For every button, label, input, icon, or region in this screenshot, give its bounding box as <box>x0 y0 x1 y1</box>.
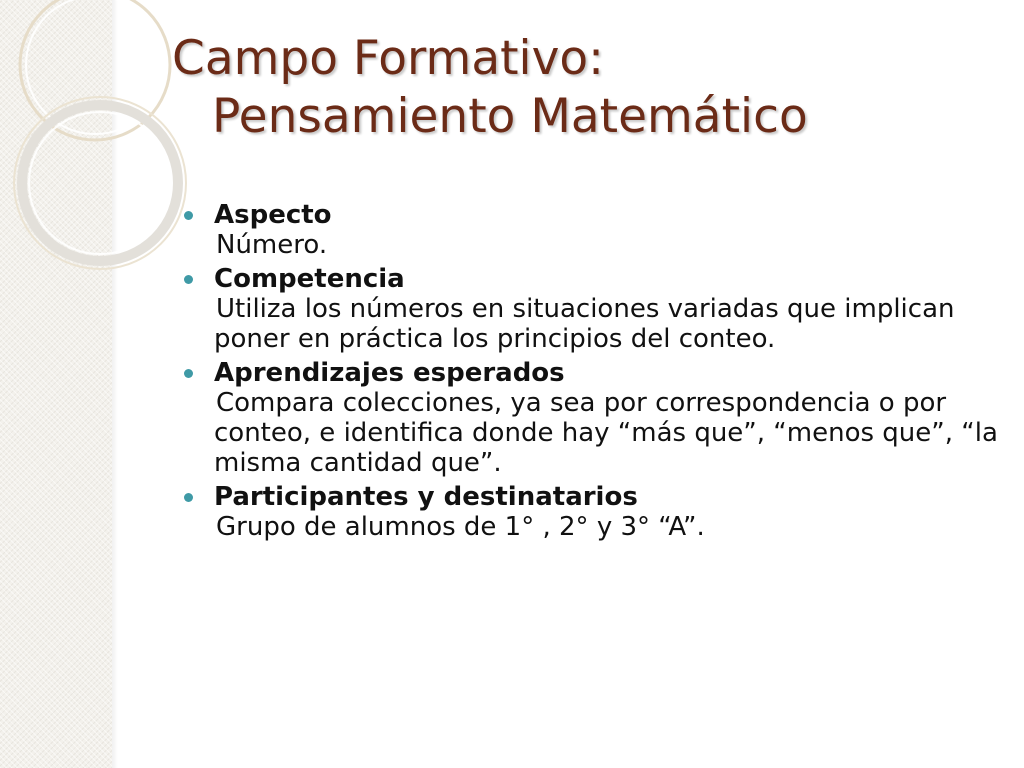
item-text: Compara colecciones, ya sea por correspondencia o por conteo, e identifica donde hay “más que”, “menos que”, “la misma cantidad que”. <box>214 388 998 478</box>
list-item-participantes <box>182 482 1002 542</box>
bullet-list <box>182 200 1002 546</box>
item-heading: Aspecto <box>214 200 332 230</box>
item-heading: Participantes y destinatarios <box>214 482 638 512</box>
item-heading: Aprendizajes esperados <box>214 358 565 388</box>
decorative-rings <box>0 0 200 300</box>
list-item-competencia <box>182 264 1002 354</box>
bullet-icon <box>184 493 193 502</box>
slide-title <box>172 30 992 146</box>
bullet-icon <box>184 275 193 284</box>
item-text: Utiliza los números en situaciones variadas que implican poner en práctica los principios del conteo. <box>214 294 955 354</box>
list-item-aspecto <box>182 200 1002 260</box>
title-line-1: Campo Formativo: <box>172 31 605 86</box>
item-text: Grupo de alumnos de 1° , 2° y 3° “A”. <box>216 512 705 542</box>
item-heading: Competencia <box>214 264 405 294</box>
title-line-2: Pensamiento Matemático <box>212 89 808 144</box>
bullet-icon <box>184 211 193 220</box>
item-text: Número. <box>216 230 328 260</box>
bullet-icon <box>184 369 193 378</box>
list-item-aprendizajes <box>182 358 1002 478</box>
